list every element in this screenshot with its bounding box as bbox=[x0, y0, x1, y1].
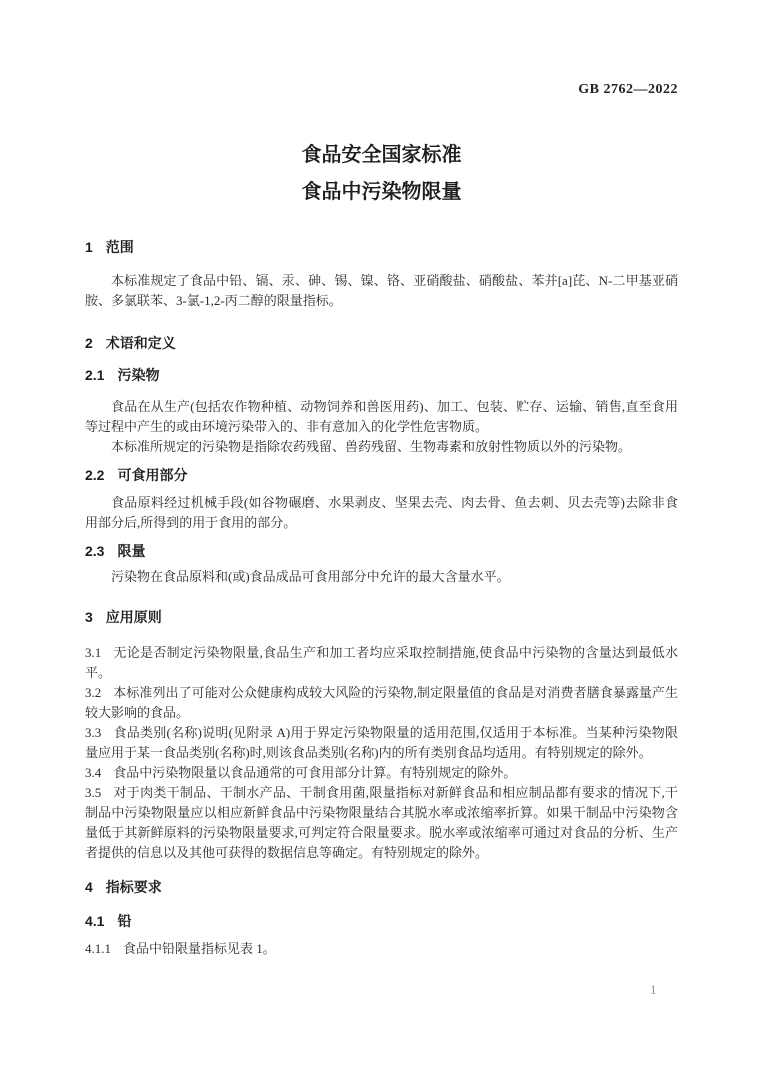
section-3-title: 应用原则 bbox=[105, 609, 162, 625]
clause-3-4-number: 3.4 bbox=[85, 765, 102, 780]
section-2-title: 术语和定义 bbox=[105, 335, 176, 351]
clause-3-3-number: 3.3 bbox=[85, 725, 102, 740]
clause-3-1-number: 3.1 bbox=[85, 645, 102, 660]
section-2-1-number: 2.1 bbox=[85, 367, 105, 383]
title-line-1: 食品安全国家标准 bbox=[301, 144, 462, 166]
section-3-clauses bbox=[85, 643, 678, 863]
section-2-number: 2 bbox=[85, 335, 93, 351]
section-2-1-title: 污染物 bbox=[117, 367, 160, 383]
section-1-heading bbox=[85, 237, 678, 257]
clause-3-4-text: 食品中污染物限量以食品通常的可食用部分计算。有特别规定的除外。 bbox=[113, 765, 517, 780]
clause-3-1 bbox=[85, 643, 678, 683]
section-2-3-heading bbox=[85, 541, 678, 561]
clause-3-2 bbox=[85, 683, 678, 723]
standard-code: GB 2762—2022 bbox=[578, 82, 678, 97]
section-2-2-title: 可食用部分 bbox=[117, 467, 188, 483]
clause-3-4 bbox=[85, 763, 678, 783]
title-line-2: 食品中污染物限量 bbox=[301, 181, 462, 203]
section-1-title: 范围 bbox=[105, 239, 134, 255]
section-4-1-title: 铅 bbox=[117, 913, 132, 929]
section-2-1-heading bbox=[85, 365, 678, 385]
clause-3-5-number: 3.5 bbox=[85, 785, 102, 800]
contaminant-definition-paragraph: 食品在从生产(包括农作物种植、动物饲养和兽医用药)、加工、包装、贮存、运输、销售,直至食用等过程中产生的或由环境污染带入的、非有意加入的化学性危害物质。 bbox=[85, 399, 678, 434]
section-4-1-number: 4.1 bbox=[85, 913, 105, 929]
section-4-title: 指标要求 bbox=[105, 879, 162, 895]
section-2-heading bbox=[85, 333, 678, 353]
section-3-heading bbox=[85, 607, 678, 627]
section-4-heading bbox=[85, 877, 678, 897]
contaminant-scope-paragraph: 本标准所规定的污染物是指除农药残留、兽药残留、生物毒素和放射性物质以外的污染物。 bbox=[111, 439, 632, 454]
section-1-number: 1 bbox=[85, 239, 93, 255]
clause-3-5 bbox=[85, 783, 678, 863]
clause-3-2-text: 本标准列出了可能对公众健康构成较大风险的污染物,制定限量值的食品是对消费者膳食暴露量产生较大影响的食品。 bbox=[85, 685, 678, 720]
document-title bbox=[85, 142, 678, 205]
limit-definition-paragraph: 污染物在食品原料和(或)食品成品可食用部分中允许的最大含量水平。 bbox=[111, 569, 510, 584]
clause-3-3-text: 食品类别(名称)说明(见附录 A)用于界定污染物限量的适用范围,仅适用于本标准。当某种污染物限量应用于某一食品类别(名称)时,则该食品类别(名称)内的所有类别食品均适用。有特别规定的除外。 bbox=[85, 725, 678, 760]
clause-4-1-1 bbox=[85, 939, 678, 959]
clause-3-2-number: 3.2 bbox=[85, 685, 102, 700]
clause-4-1-1-number: 4.1.1 bbox=[85, 941, 111, 956]
edible-part-definition-paragraph: 食品原料经过机械手段(如谷物碾磨、水果剥皮、坚果去壳、肉去骨、鱼去刺、贝去壳等)去除非食用部分后,所得到的用于食用的部分。 bbox=[85, 495, 678, 530]
section-2-2-heading bbox=[85, 465, 678, 485]
clause-4-1-1-text: 食品中铅限量指标见表 1。 bbox=[123, 941, 276, 956]
section-2-3-title: 限量 bbox=[117, 543, 146, 559]
clause-3-3 bbox=[85, 723, 678, 763]
section-2-3-number: 2.3 bbox=[85, 543, 105, 559]
clause-3-1-text: 无论是否制定污染物限量,食品生产和加工者均应采取控制措施,使食品中污染物的含量达到最低水平。 bbox=[85, 645, 678, 680]
section-4-1-heading bbox=[85, 911, 678, 931]
section-3-number: 3 bbox=[85, 609, 93, 625]
section-1-scope-paragraph: 本标准规定了食品中铅、镉、汞、砷、锡、镍、铬、亚硝酸盐、硝酸盐、苯并[a]芘、N-二甲基亚硝胺、多氯联苯、3-氯-1,2-丙二醇的限量指标。 bbox=[85, 273, 678, 308]
section-2-2-number: 2.2 bbox=[85, 467, 105, 483]
page-number: 1 bbox=[650, 982, 657, 997]
section-4-number: 4 bbox=[85, 879, 93, 895]
clause-3-5-text: 对于肉类干制品、干制水产品、干制食用菌,限量指标对新鲜食品和相应制品都有要求的情况下,干制品中污染物限量应以相应新鲜食品中污染物限量结合其脱水率或浓缩率折算。如果干制品中污染物含量低于其新鲜原料的污染物限量要求,可判定符合限量要求。脱水率或浓缩率可通过对食品的分析、生产者提供的信息以及其他可获得的数据信息等确定。有特别规定的除外。 bbox=[85, 785, 678, 860]
